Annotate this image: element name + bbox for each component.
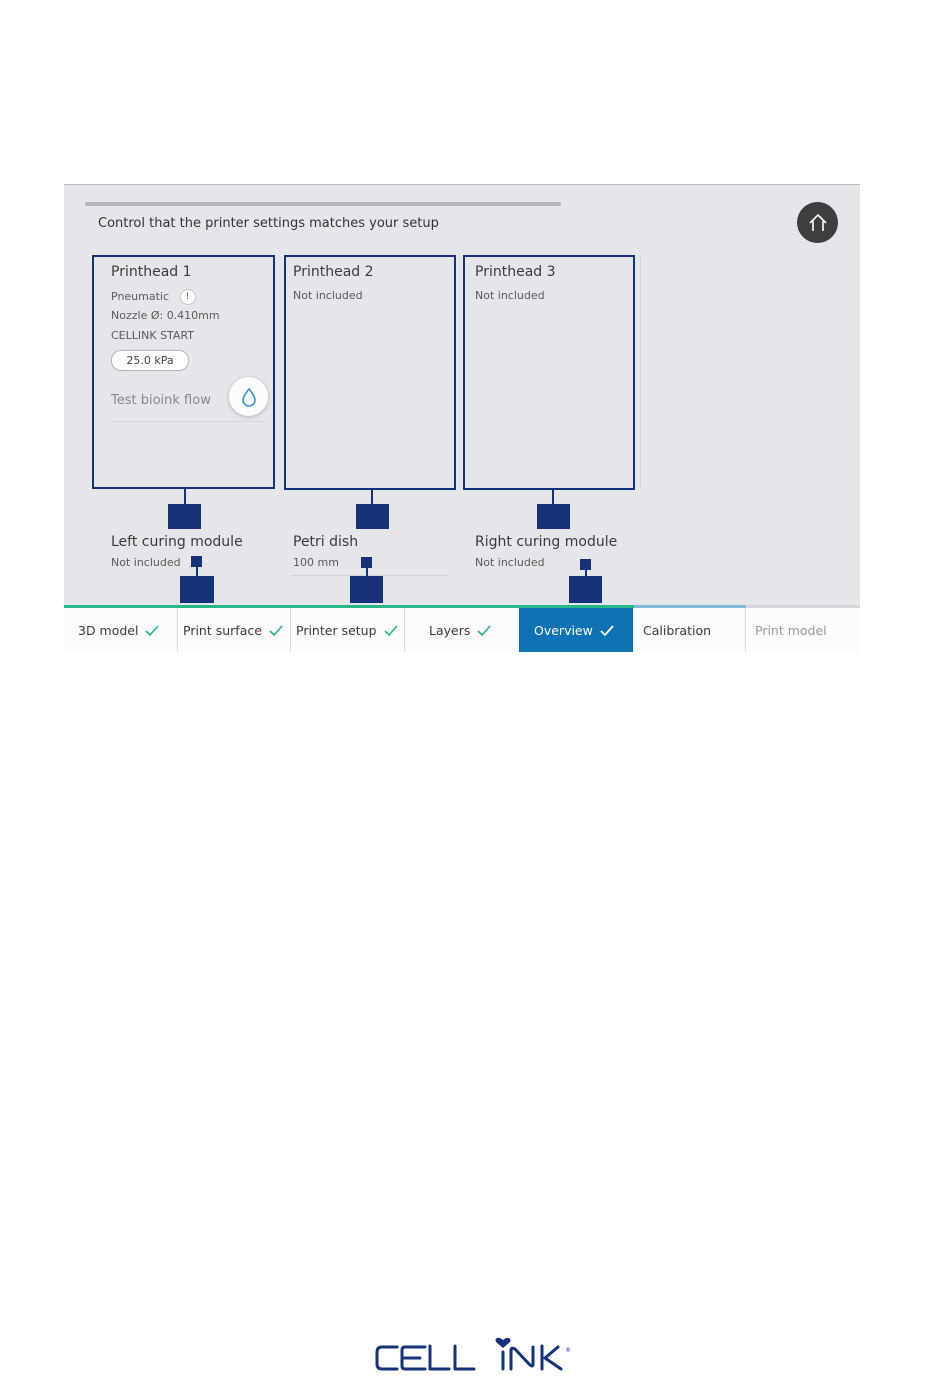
printhead-1-type-row (111, 289, 196, 305)
printhead-2-card[interactable] (284, 255, 456, 490)
step-layers[interactable] (405, 608, 519, 652)
step-print-surface[interactable] (178, 608, 291, 652)
test-bioink-flow-button[interactable] (229, 377, 268, 416)
printhead-2-connector (371, 490, 373, 505)
printhead-1-title: Printhead 1 (111, 264, 192, 280)
pressure-field[interactable]: 25.0 kPa (111, 350, 189, 371)
step-label: Printer setup (296, 622, 377, 638)
checkmark-icon (269, 625, 283, 636)
step-label: 3D model (78, 622, 139, 638)
step-print-model[interactable] (746, 608, 860, 652)
printhead-2-status: Not included (293, 289, 363, 302)
right-curing-connector (580, 559, 591, 570)
left-curing-module-status: Not included (111, 556, 181, 569)
printhead-3-card[interactable] (463, 255, 635, 490)
home-button[interactable] (797, 202, 838, 243)
printhead-1-type: Pneumatic (111, 290, 170, 303)
step-printer-setup[interactable] (291, 608, 405, 652)
printhead-3-title: Printhead 3 (475, 264, 556, 280)
petri-dish-size: 100 mm (293, 556, 339, 569)
petri-dish-block (350, 576, 383, 603)
instruction-text: Control that the printer settings matches your setup (98, 216, 439, 231)
printhead-2-title: Printhead 2 (293, 264, 374, 280)
step-label: Print model (755, 622, 827, 638)
svg-text:®: ® (565, 1347, 571, 1354)
left-curing-module-title: Left curing module (111, 534, 243, 550)
checkmark-icon (477, 625, 491, 636)
printhead-1-mount (168, 504, 201, 529)
step-label: Overview (534, 622, 593, 638)
step-label: Layers (429, 622, 471, 638)
right-curing-module-status: Not included (475, 556, 545, 569)
test-bioink-flow-label: Test bioink flow (111, 393, 211, 408)
printhead-1-nozzle: Nozzle Ø: 0.410mm (111, 309, 220, 322)
petri-dish-connector (361, 557, 372, 568)
cellink-logo (375, 1330, 575, 1374)
left-curing-connector (191, 556, 202, 567)
step-calibration[interactable] (633, 608, 746, 652)
printhead-1-card[interactable] (92, 255, 275, 489)
checkmark-icon (600, 625, 614, 636)
step-3d-model[interactable] (64, 608, 178, 652)
droplet-icon (240, 387, 258, 407)
divider (111, 421, 266, 422)
checkmark-icon (145, 625, 159, 636)
printhead-2-mount (356, 504, 389, 529)
petri-dish-title: Petri dish (293, 534, 359, 550)
step-label: Print surface (183, 622, 262, 638)
printhead-3-status: Not included (475, 289, 545, 302)
checkmark-icon (384, 625, 398, 636)
info-icon[interactable]: ! (180, 289, 196, 305)
left-curing-module-block (180, 576, 214, 603)
home-icon (807, 212, 829, 234)
top-progress-bar (85, 202, 561, 206)
step-navigation (64, 608, 860, 652)
right-curing-module-block (569, 576, 602, 603)
app-screen (64, 184, 860, 652)
printhead-1-bioink: CELLINK START (111, 329, 195, 342)
divider (640, 255, 641, 489)
printhead-3-connector (552, 490, 554, 505)
printhead-3-mount (537, 504, 570, 529)
step-overview[interactable] (519, 608, 633, 652)
heart-icon (496, 1338, 511, 1348)
right-curing-module-title: Right curing module (475, 534, 618, 550)
printhead-1-connector (184, 489, 186, 505)
step-label: Calibration (643, 622, 712, 638)
